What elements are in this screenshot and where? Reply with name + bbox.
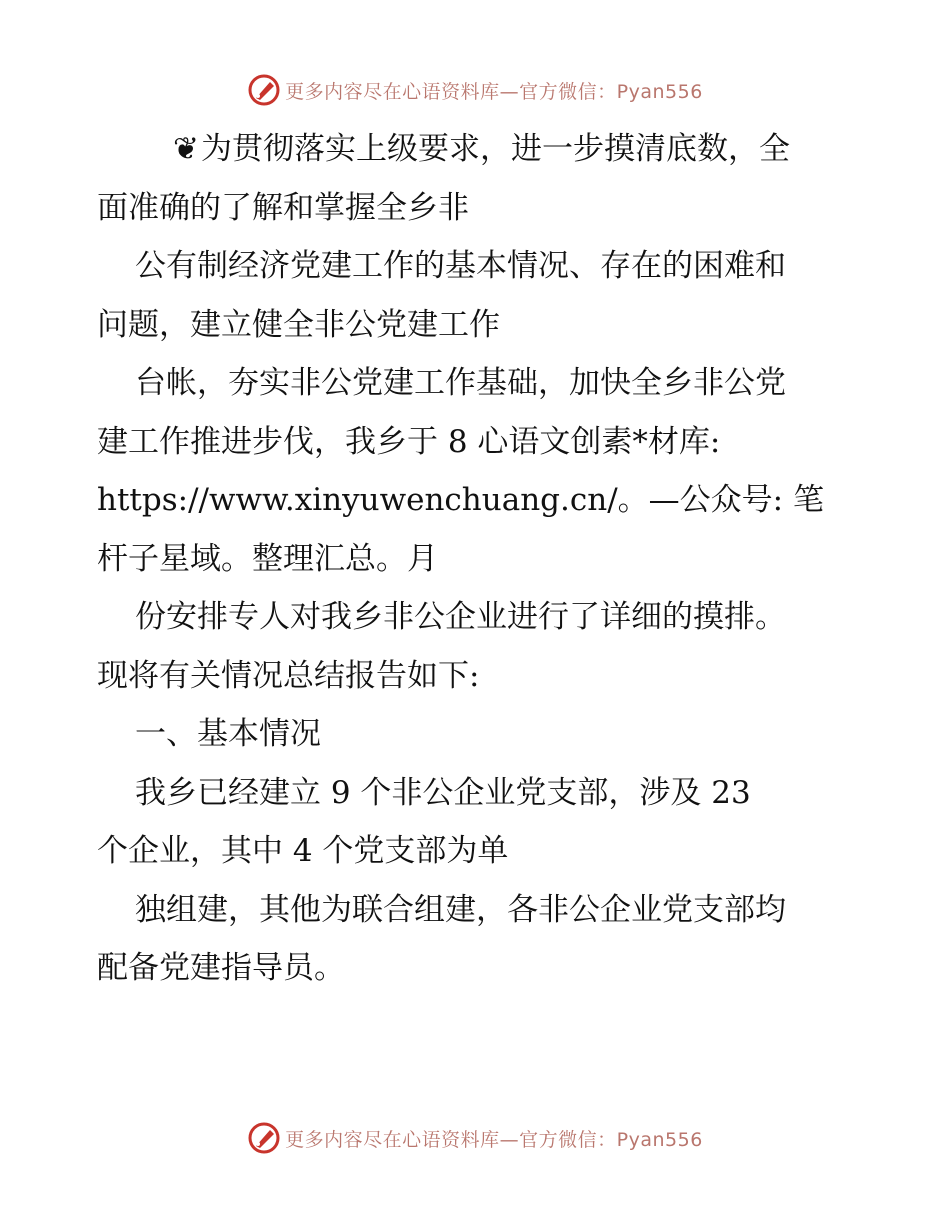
pen-nib-logo-icon [247,73,281,107]
paragraph-line: 份安排专人对我乡非公企业进行了详细的摸排。 [135,599,786,635]
paragraph-line: 建工作推进步伐，我乡于 8 心语文创素*材库: [97,423,721,460]
swirl-bullet-icon: ❦ [173,131,199,167]
paragraph-line: 配备党建指导员。 [97,950,345,986]
paragraph-line: 独组建，其他为联合组建，各非公企业党支部均 [135,891,786,928]
section-heading: 一、基本情况 [135,716,321,752]
header-banner-text: 更多内容尽在心语资料库—官方微信：Pyan556 [285,80,703,103]
paragraph-line: 个企业，其中 4 个党支部为单 [97,833,509,869]
paragraph-line: https://www.xinyuwenchuang.cn/。—公众号: 笔 [97,482,824,518]
paragraph-line: 问题，建立健全非公党建工作 [97,306,500,343]
line-text: 为贯彻落实上级要求，进一步摸清底数，全 [200,131,790,167]
paragraph-line: 我乡已经建立 9 个非公企业党支部，涉及 23 [135,774,751,811]
footer-banner-text: 更多内容尽在心语资料库—官方微信：Pyan556 [285,1128,703,1151]
header-banner [0,70,950,110]
footer-banner [0,1118,950,1158]
document-body [97,120,857,998]
paragraph-line [97,120,857,179]
paragraph-line: 台帐，夯实非公党建工作基础，加快全乡非公党 [135,365,786,401]
pen-nib-logo-icon [247,1121,281,1155]
paragraph-line: 面准确的了解和掌握全乡非 [97,189,469,226]
paragraph-line: 公有制经济党建工作的基本情况、存在的困难和 [135,248,786,284]
paragraph-line: 现将有关情况总结报告如下: [97,657,480,694]
paragraph-line: 杆子星域。整理汇总。月 [97,540,438,577]
